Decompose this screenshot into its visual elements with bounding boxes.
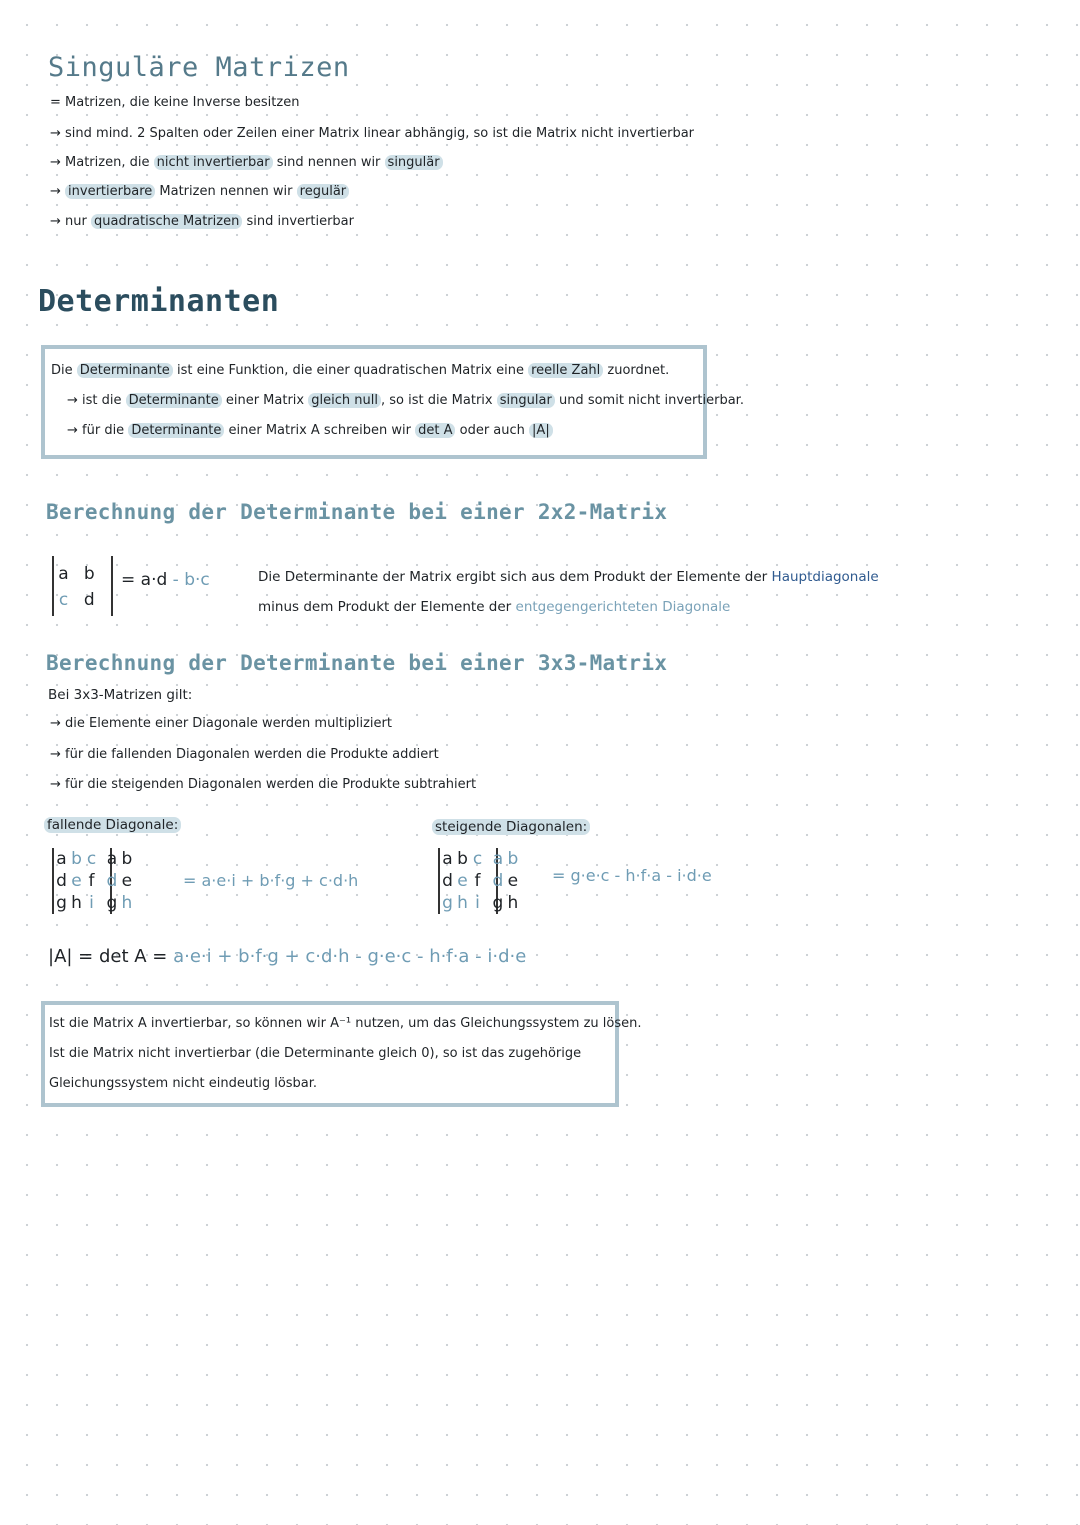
definition-line-1 [51,363,669,378]
text: = a·d [121,570,168,590]
cell: a [492,849,504,869]
text: entgegengerichteten Diagonale [515,599,731,615]
text: → für die [67,423,125,438]
cell: f [88,871,95,891]
calc3-rule-1: → die Elemente einer Diagonale werden multipliziert [50,716,392,731]
cell: e [507,871,519,891]
matrix-3x3-fall [54,848,134,914]
cell: g [492,893,504,913]
calc3-intro: Bei 3x3-Matrizen gilt: [48,687,193,703]
cell: d [56,871,67,891]
matrix-bar [52,556,54,616]
text: a·e·i + b·f·g + c·d·h - g·e·c - h·f·a - i·d·e [173,946,527,967]
text: , so ist die Matrix [380,393,493,408]
text: Die Determinante der Matrix ergibt sich aus dem Produkt der Elemente der [258,569,768,585]
highlight: nicht invertierbar [154,155,273,170]
cell: e [121,871,133,891]
matrix-3x3-steig [440,848,520,914]
cell: h [457,893,468,913]
highlight: regulär [297,184,349,199]
cell: b [121,849,133,869]
det-formula [48,946,526,967]
highlight: det A [415,423,455,438]
cell: a [106,849,118,869]
text: |A| = det A = [48,946,168,967]
highlight: Determinante [77,363,173,378]
cell: c [472,849,483,869]
cell: d [492,871,504,891]
calc2-desc-1 [258,569,879,585]
text: → [50,184,61,199]
singular-line-5 [50,214,354,229]
cell: g [442,893,453,913]
note-line-2: Ist die Matrix nicht invertierbar (die Determinante gleich 0), so ist das zugehörige [49,1046,582,1061]
highlight: Determinante [126,393,222,408]
highlight: Determinante [128,423,224,438]
singular-line-1: = Matrizen, die keine Inverse besitzen [50,95,300,110]
singular-line-3 [50,155,443,170]
highlight: gleich null [308,393,381,408]
text: zuordnet. [607,363,670,378]
definition-line-2 [67,393,744,408]
cell: d [83,590,95,610]
highlight: singulär [385,155,443,170]
calc2-title: Berechnung der Determinante bei einer 2x2-Matrix [46,500,668,524]
calc3-title: Berechnung der Determinante bei einer 3x3-Matrix [46,651,668,675]
calc2-equation [121,570,210,590]
highlight: invertierbare [65,184,155,199]
text: Hauptdiagonale [771,569,879,585]
cell: b [457,849,468,869]
text: → Matrizen, die [50,155,150,170]
singular-line-4 [50,184,349,199]
cell: b [507,849,519,869]
highlight: singular [497,393,555,408]
text: einer Matrix A schreiben wir [228,423,411,438]
highlight: quadratische Matrizen [91,214,242,229]
singular-line-2: → sind mind. 2 Spalten oder Zeilen einer Matrix linear abhängig, so ist die Matrix nicht invertierbar [50,126,695,141]
cell: h [507,893,519,913]
fall-equation: = a·e·i + b·f·g + c·d·h [183,871,359,890]
cell: g [56,893,67,913]
calc3-rule-3: → für die steigenden Diagonalen werden die Produkte subtrahiert [50,777,477,792]
text: → ist die [67,393,122,408]
cell: d [442,871,453,891]
cell: h [121,893,133,913]
determinanten-title: Determinanten [38,284,280,319]
calc2-desc-2 [258,599,730,615]
note-line-3: Gleichungssystem nicht eindeutig lösbar. [49,1076,318,1091]
note-line-1: Ist die Matrix A invertierbar, so können wir A⁻¹ nutzen, um das Gleichungssystem zu lösen. [49,1016,642,1031]
highlight: reelle Zahl [528,363,603,378]
cell: b [83,564,95,584]
matrix-bar [111,556,113,616]
text: ist eine Funktion, die einer quadratischen Matrix eine [176,363,524,378]
cell: e [457,871,468,891]
cell: d [106,871,118,891]
text: einer Matrix [225,393,305,408]
text: → nur [50,214,87,229]
text: minus dem Produkt der Elemente der [258,599,512,615]
note-box [41,1001,642,1107]
cell: a [442,849,453,869]
cell: a [56,849,67,869]
text: oder auch [459,423,525,438]
text: sind invertierbar [246,214,354,229]
cell: i [475,893,480,913]
highlight: |A| [529,423,553,438]
definition-box [41,345,744,459]
text: und somit nicht invertierbar. [558,393,744,408]
text: - b·c [167,570,210,590]
cell: f [474,871,481,891]
cell: c [58,590,69,610]
matrix-2x2 [56,561,97,613]
cell: c [86,849,97,869]
cell: g [106,893,118,913]
label-fallend: fallende Diagonale: [44,817,181,833]
text: Matrizen nennen wir [159,184,293,199]
steig-equation: = g·e·c - h·f·a - i·d·e [552,866,712,885]
cell: a [58,564,69,584]
singular-title: Singuläre Matrizen [48,52,350,83]
cell: i [89,893,94,913]
text: Die [51,363,73,378]
definition-line-3 [67,423,553,438]
cell: e [71,871,82,891]
label-steigend: steigende Diagonalen: [432,819,590,835]
text: sind nennen wir [276,155,381,170]
cell: h [71,893,82,913]
calc3-rule-2: → für die fallenden Diagonalen werden die Produkte addiert [50,747,439,762]
cell: b [71,849,82,869]
